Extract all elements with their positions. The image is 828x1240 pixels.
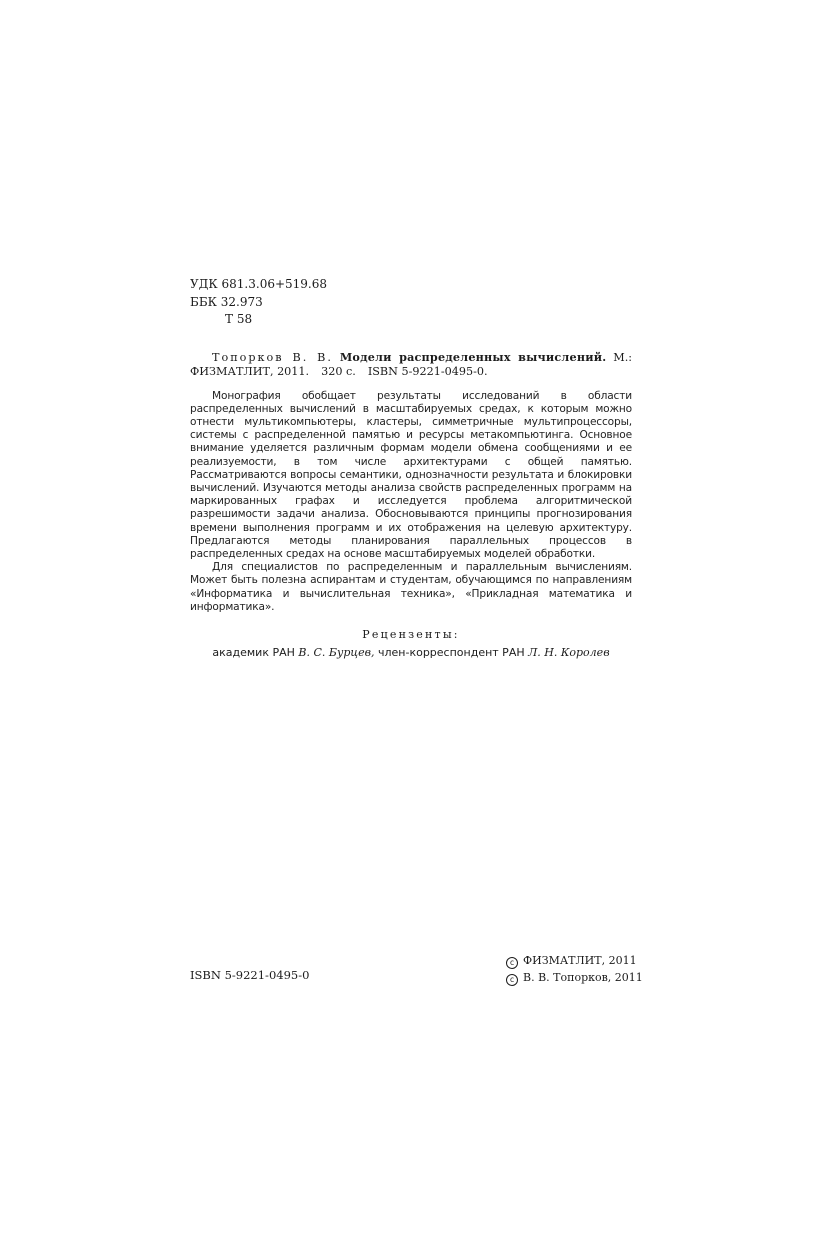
reviewer-name: В. С. Бурцев, [298, 645, 375, 659]
copyright-line [506, 952, 643, 969]
book-pages: 320 с. [321, 364, 356, 378]
copyright-icon: c [506, 957, 518, 969]
reviewers-heading: Рецензенты: [362, 627, 460, 641]
bbk-code: ББК 32.973 [190, 294, 263, 309]
abstract-paragraph: Монография обобщает результаты исследований в области распределенных вычислений в масштабируемых средах, к которым можно отнести мультикомпьютеры, кластеры, симметричные мультипроцессоры, системы с распределенной памятью и ресурсы метакомпьютинга. Основное внимание уделяется различным формам модели обмена сообщениями и ее реализуемости, в том числе архитектурами с общей памятью. Рассматриваются вопросы семантики, однозначности результата и блокировки вычислений. Изучаются методы анализа свойств распределенных программ на маркированных графах и исследуется проблема алгоритмической разрешимости задачи анализа. Обосновываются принципы прогнозирования времени выполнения программ и их отображения на целевую архитектуру. Предлагаются методы планирования параллельных процессов в распределенных средах на основе масштабируемых моделей обработки. [190, 389, 632, 560]
copyright-icon: c [506, 974, 518, 986]
classification-codes [190, 276, 632, 329]
bibliographic-record [190, 350, 632, 379]
book-publisher: М.: ФИЗМАТЛИТ, 2011. [190, 350, 633, 378]
abstract [190, 390, 632, 614]
book-isbn: ISBN 5-9221-0495-0. [367, 364, 488, 378]
footer-isbn: ISBN 5-9221-0495-0 [190, 968, 310, 982]
reviewer-role: академик РАН [212, 645, 295, 659]
reviewer-role: член-корреспондент РАН [377, 645, 525, 659]
reviewers-names [190, 646, 632, 659]
copyright-author: В. В. Топорков, 2011 [523, 971, 643, 984]
reviewers-block [190, 628, 632, 659]
copyright-line [506, 969, 643, 986]
copyright-block [506, 952, 643, 986]
copyright-publisher: ФИЗМАТЛИТ, 2011 [523, 954, 637, 967]
imprint-page [190, 276, 632, 659]
udk-code: УДК 681.3.06+519.68 [190, 277, 328, 291]
book-title: Модели распределенных вычислений. [339, 349, 607, 364]
author-mark: Т 58 [225, 312, 253, 326]
audience-paragraph: Для специалистов по распределенным и параллельным вычислениям. Может быть полезна аспирантам и студентам, обучающимся по направлениям «Информатика и вычислительная техника», «Прикладная математика и информатика». [190, 561, 632, 613]
reviewer-name: Л. Н. Королев [528, 645, 610, 659]
book-author: Топорков В. В. [212, 350, 333, 364]
